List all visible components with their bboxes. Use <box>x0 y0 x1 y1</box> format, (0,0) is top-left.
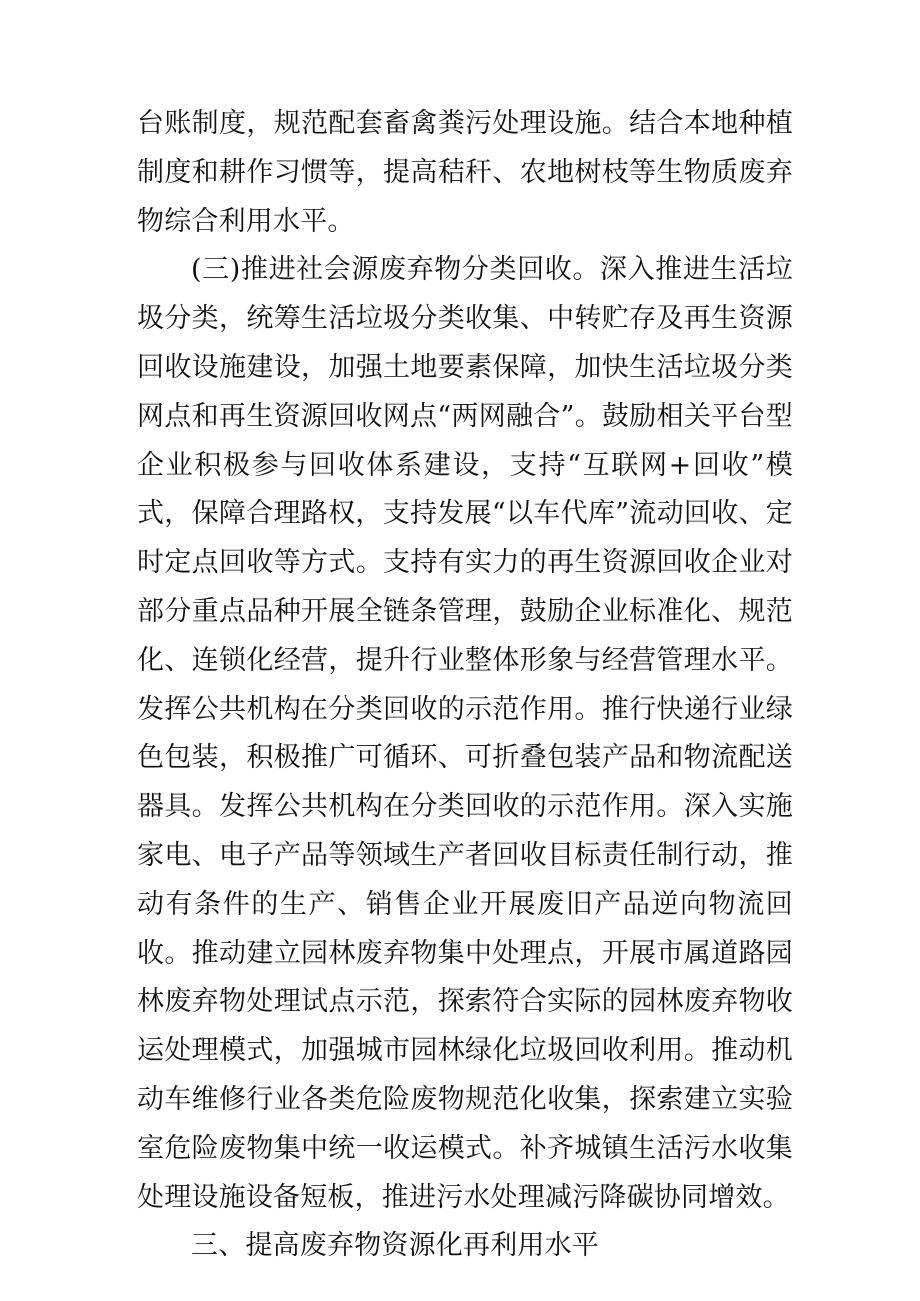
paragraph-continued: 台账制度，规范配套畜禽粪污处理设施。结合本地种植制度和耕作习惯等，提高秸秆、农地树枝等生物质废弃物综合利用水平。 <box>137 108 793 237</box>
document-body <box>137 100 793 1271</box>
section-heading: 三、提高废弃物资源化再利用水平 <box>191 1230 599 1262</box>
paragraph-social-waste-recycling: (三)推进社会源废弃物分类回收。深入推进生活垃圾分类，统筹生活垃圾分类收集、中转贮存及再生资源回收设施建设，加强土地要素保障，加快生活垃圾分类网点和再生资源回收网点“两网融合”。鼓励相关平台型企业积极参与回收体系建设，支持“互联网+回收”模式，保障合理路权，支持发展“以车代库”流动回收、定时定点回收等方式。支持有实力的再生资源回收企业对部分重点品种开展全链条管理，鼓励企业标准化、规范化、连锁化经营，提升行业整体形象与经营管理水平。发挥公共机构在分类回收的示范作用。推行快递行业绿色包装，积极推广可循环、可折叠包装产品和物流配送器具。发挥公共机构在分类回收的示范作用。深入实施家电、电子产品等领域生产者回收目标责任制行动，推动有条件的生产、销售企业开展废旧产品逆向物流回收。推动建立园林废弃物集中处理点，开展市属道路园林废弃物处理试点示范，探索符合实际的园林废弃物收运处理模式，加强城市园林绿化垃圾回收利用。推动机动车维修行业各类危险废物规范化收集，探索建立实验室危险废物集中统一收运模式。补齐城镇生活污水收集处理设施设备短板，推进污水处理减污降碳协同增效。 <box>137 254 793 1213</box>
